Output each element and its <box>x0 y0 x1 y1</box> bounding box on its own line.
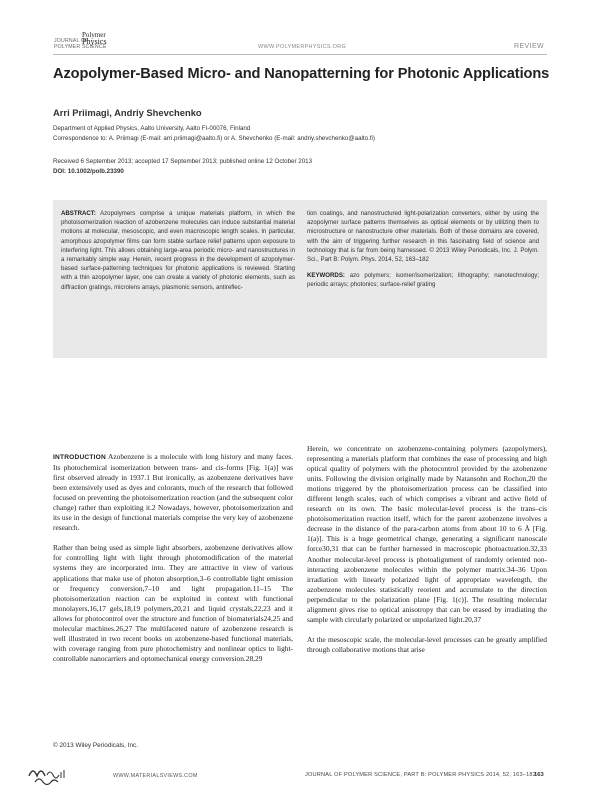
abstract-label: ABSTRACT: <box>61 210 96 217</box>
keywords <box>307 271 539 289</box>
doi[interactable]: DOI: 10.1002/polb.23390 <box>53 167 124 175</box>
authors: Arri Priimagi, Andriy Shevchenko <box>53 107 202 118</box>
header-rule <box>53 54 547 55</box>
body-left-column <box>53 452 293 674</box>
abstract-right-column <box>307 209 539 290</box>
dates-block <box>53 157 312 176</box>
abstract-left-column <box>61 209 295 292</box>
correspondence: Correspondence to: A. Priimagi (E-mail: arri.priimagi@aalto.fi) or A. Shevchenko (E-mail: andriy.shevchenko@aalto.fi) <box>53 134 375 142</box>
abstract-text-left: Azopolymers comprise a unique materials platform, in which the photoisomerization reaction of azobenzene molecules can induce substantial material motions at molecular, mesoscopic, and even macroscopic length scales. In particular, amorphous azopolymer films can form stable surface relief patterns upon exposure to interfering light. This allows obtaining large-area periodic micro- and nanostructures in a remarkably simple way. Herein, recent progress in the development of azopolymer-based surface-patterning techniques for photonic applications is reviewed. Starting with a thin azopolymer layer, one can create a variety of photonic elements, such as diffraction gratings, microlens arrays, plasmonic sensors, antireflec- <box>61 210 295 291</box>
journal-url[interactable]: WWW.POLYMERPHYSICS.ORG <box>258 44 347 50</box>
body-right-column <box>307 444 547 665</box>
footer-url[interactable]: WWW.MATERIALSVIEWS.COM <box>113 773 198 779</box>
copyright-notice: © 2013 Wiley Periodicals, Inc. <box>53 742 138 749</box>
article-title: Azopolymer-Based Micro- and Nanopatterning for Photonic Applications <box>53 66 550 82</box>
abstract-box <box>53 200 547 358</box>
page-number: 163 <box>534 772 544 778</box>
journal-name-small: JOURNAL OF POLYMER SCIENCE <box>54 38 107 50</box>
affiliation-block <box>53 124 553 143</box>
journal-physics-word: Physics <box>82 37 107 46</box>
journal-polymer-word: Polymer <box>82 31 106 39</box>
body-paragraph: Herein, we concentrate on azobenzene-containing polymers (azopolymers), representing a materials platform that combines the ease of processing and high optical quality of polymers with the photocontrol provided by the azobenzene units. Following the division originally made by Natansohn and Rochon,20 the motions triggered by the photoisomerization process can be classified into different length scales, each of which comprises a vibrant and active field of research on its own. The basic molecular-level process is the trans–cis photoisomerization reaction itself, which for the parent azobenzene involves a decrease in the distance of the para-carbon atoms from about 10 to 6 Å [Fig. 1(a)]. This is a huge geometrical change, generating a significant nanoscale force30,31 that can be further harnessed in macroscopic photoactuation.32,33 Another molecular-level process is photoalignment of randomly oriented non-interacting azobenzene molecules within the polymer matrix.34–36 Upon irradiation with linearly polarized light of appropriate wavelength, the azobenzene molecules statistically reorient and accumulate to the direction perpendicular to the polarization plane [Fig. 1(c)]. The resulting molecular alignment gives rise to optical anisotropy that can be erased by irradiating the sample with circularly polarized or unpolarized light.20,37 <box>307 444 547 624</box>
footer-citation: JOURNAL OF POLYMER SCIENCE, PART B: POLYMER PHYSICS 2014, 52, 163–182 <box>305 772 537 778</box>
keywords-text: azo polymers; isomer/isomerization; lithography; nanotechnology; periodic arrays; photonics; surface-relief grating <box>307 272 539 289</box>
keywords-label: KEYWORDS: <box>307 272 345 280</box>
publication-dates: Received 6 September 2013; accepted 17 September 2013; published online 12 October 2013 <box>53 158 313 165</box>
section-label: REVIEW <box>514 43 545 50</box>
section-heading-introduction: INTRODUCTION <box>53 454 106 461</box>
abstract-text-right: tion coatings, and nanostructured light-polarization converters, either by using the azopolymer surface patterns themselves as optical elements or by utilizing them to microstructure or nanostructure other materials. Both of these domains are covered, with the aim of triggering further research in this fascinating field of science and technology that is far from being harnessed. © 2013 Wiley Periodicals, Inc. J. Polym. Sci., Part B: Polym. Phys. 2014, 52, 163–182 <box>307 210 539 264</box>
materials-views-logo <box>27 760 87 788</box>
body-paragraph: Rather than being used as simple light absorbers, azobenzene derivatives allow for controlling light with light through photomodification of the material systems they are incorporated into. They are attractive in view of various applications that make use of photon absorption,3–6 controllable light emission or frequency conversion,7–10 and light propagation.11–15 The photoisomerization reaction can be exploited in context with functional monolayers,16,17 gels,18,19 polymers,20,21 and liquid crystals,22,23 and it allows for photocontrol over the structure and function of biomaterials24,25 and molecular machines.26,27 The multifaceted nature of azobenzene research is well illustrated in two recent books on azobenzene-based functional materials, with coverage ranging from pure photochemistry and nonlinear optics to light-controllable nanocarriers and optomechanical energy conversion.28,29 <box>53 543 293 663</box>
body-paragraph: INTRODUCTION Azobenzene is a molecule with long history and many faces. Its photochemical isomerization between trans- and cis-forms [Fig. 1(a)] was first observed already in 1937.1 But ironically, as azobenzene derivatives have been extensively used as dyes and colorants, much of the research that followed focused on preventing the photoisomerization reaction (and the subsequent color change) rather than exploiting it.2 Nowadays, however, photoisomerization and its use in the design of functional materials comprise the very key of azobenzene research. <box>53 452 293 533</box>
affiliation: Department of Applied Physics, Aalto University, Aalto FI-00076, Finland <box>53 125 251 132</box>
body-paragraph: At the mesoscopic scale, the molecular-level processes can be greatly amplified through collaborative motions that arise <box>307 634 547 654</box>
